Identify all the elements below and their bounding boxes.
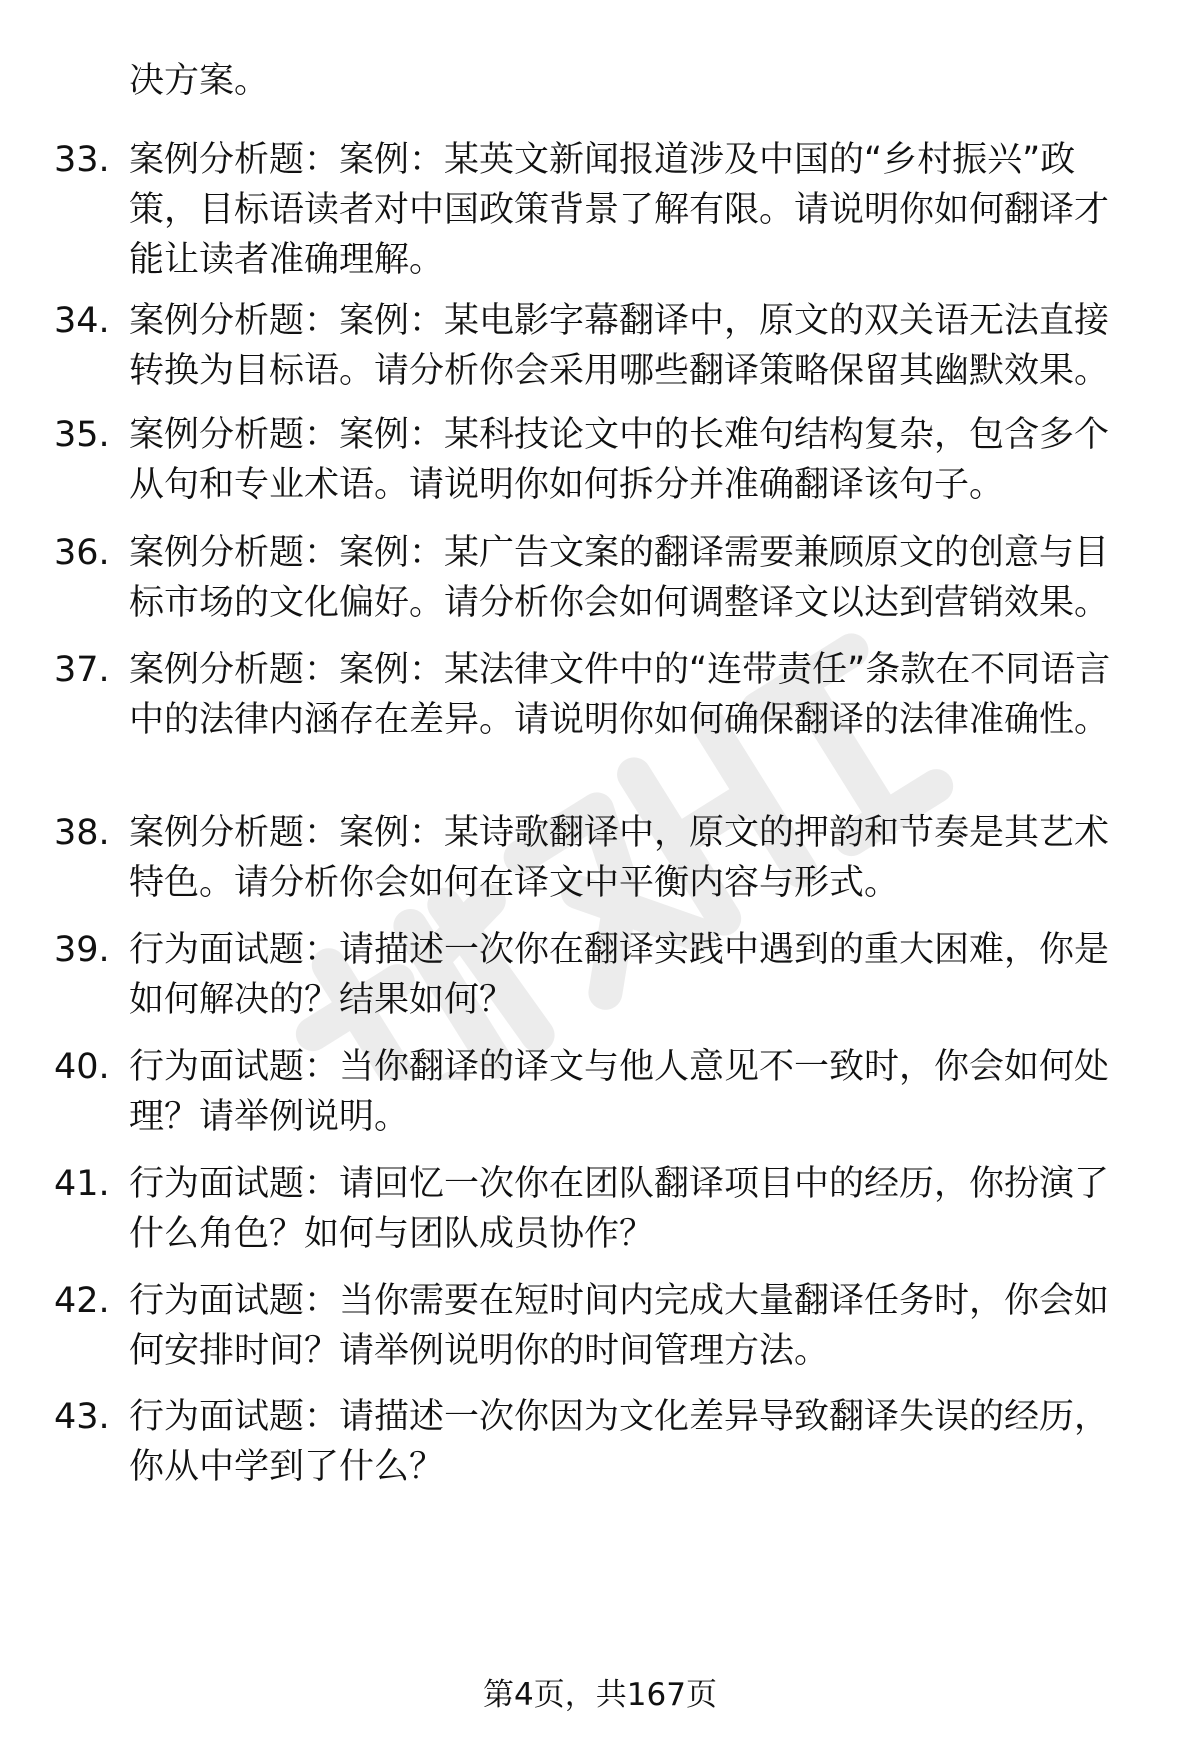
question-text: 行为面试题：请描述一次你因为文化差异导致翻译失误的经历，你从中学到了什么？ <box>129 1397 1110 1487</box>
question-number: 39. <box>54 930 110 970</box>
question-number: 43. <box>54 1397 110 1437</box>
question-text: 案例分析题：案例：某广告文案的翻译需要兼顾原文的创意与目标市场的文化偏好。请分析你会如何调整译文以达到营销效果。 <box>129 533 1110 623</box>
question-text: 行为面试题：请描述一次你在翻译实践中遇到的重大困难，你是如何解决的？结果如何？ <box>129 930 1110 1020</box>
question-text: 案例分析题：案例：某科技论文中的长难句结构复杂，包含多个从句和专业术语。请说明你如何拆分并准确翻译该句子。 <box>129 415 1110 505</box>
question-number: 33. <box>54 140 110 180</box>
question-number: 40. <box>54 1047 110 1087</box>
question-number: 38. <box>54 813 110 853</box>
question-number: 37. <box>54 650 110 690</box>
question-number: 36. <box>54 533 110 573</box>
question-number: 42. <box>54 1281 110 1321</box>
question-text: 行为面试题：请回忆一次你在团队翻译项目中的经历，你扮演了什么角色？如何与团队成员协作？ <box>129 1164 1110 1254</box>
question-text: 案例分析题：案例：某电影字幕翻译中，原文的双关语无法直接转换为目标语。请分析你会采用哪些翻译策略保留其幽默效果。 <box>129 301 1110 391</box>
question-text: 案例分析题：案例：某英文新闻报道涉及中国的“乡村振兴”政策，目标语读者对中国政策背景了解有限。请说明你如何翻译才能让读者准确理解。 <box>129 140 1110 280</box>
question-text: 案例分析题：案例：某诗歌翻译中，原文的押韵和节奏是其艺术特色。请分析你会如何在译文中平衡内容与形式。 <box>129 813 1110 903</box>
question-text: 行为面试题：当你需要在短时间内完成大量翻译任务时，你会如何安排时间？请举例说明你的时间管理方法。 <box>129 1281 1110 1371</box>
question-number: 41. <box>54 1164 110 1204</box>
question-text: 行为面试题：当你翻译的译文与他人意见不一致时，你会如何处理？请举例说明。 <box>129 1047 1110 1137</box>
continued-paragraph: 决方案。 <box>129 61 270 101</box>
question-number: 35. <box>54 415 110 455</box>
page-footer: 第4页，共167页 <box>483 1677 717 1713</box>
question-number: 34. <box>54 301 110 341</box>
question-text: 案例分析题：案例：某法律文件中的“连带责任”条款在不同语言中的法律内涵存在差异。请说明你如何确保翻译的法律准确性。 <box>129 650 1111 740</box>
